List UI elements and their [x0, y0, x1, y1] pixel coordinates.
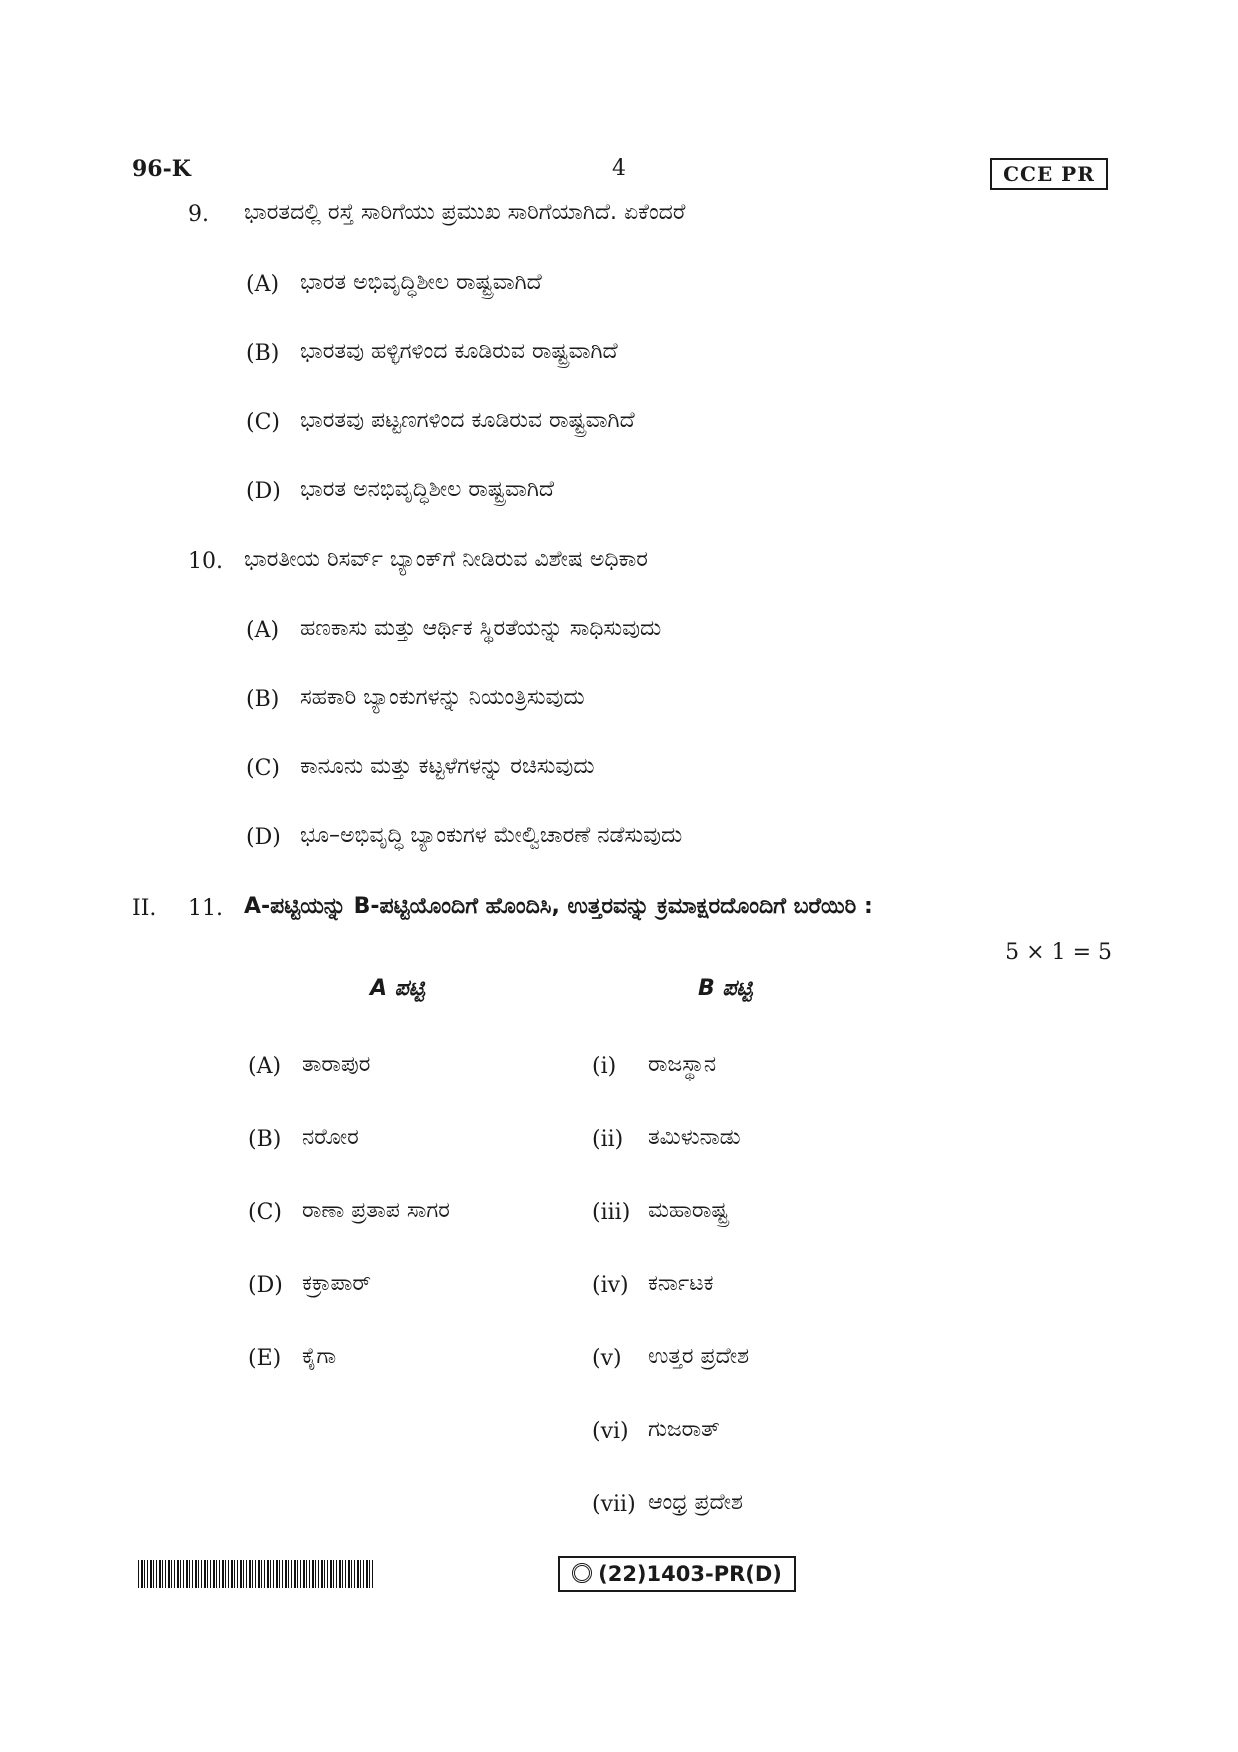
paper-code: 96-K: [132, 156, 191, 182]
col-b-item-label: (iii): [592, 1200, 631, 1225]
section-roman-numeral: II.: [132, 896, 157, 921]
col-a-item-text: ಕೈಗಾ: [302, 1344, 337, 1369]
cce-pr-badge: CCE PR: [990, 158, 1108, 190]
col-b-item-label: (v): [592, 1346, 622, 1371]
q9-option-d-text: ಭಾರತ ಅನಭಿವೃದ್ಧಿಶೀಲ ರಾಷ್ಟ್ರವಾಗಿದೆ: [300, 477, 554, 502]
col-a-item-text: ನರೋರ: [302, 1125, 359, 1150]
q9-option-a-text: ಭಾರತ ಅಭಿವೃದ್ಧಿಶೀಲ ರಾಷ್ಟ್ರವಾಗಿದೆ: [300, 270, 542, 295]
column-a-heading: A ಪಟ್ಟಿ: [370, 976, 425, 1001]
q10-option-c-label: (C): [246, 756, 280, 781]
q11-marks: 5 × 1 = 5: [1005, 940, 1112, 965]
q9-number: 9.: [188, 202, 209, 227]
col-b-item-label: (i): [592, 1054, 617, 1079]
q10-option-a-text: ಹಣಕಾಸು ಮತ್ತು ಆರ್ಥಿಕ ಸ್ಥಿರತೆಯನ್ನು ಸಾಧಿಸುವುದು: [300, 616, 662, 641]
col-b-item-text: ರಾಜಸ್ಥಾನ: [648, 1052, 717, 1077]
col-a-item-label: (C): [248, 1200, 282, 1225]
col-b-item-label: (vi): [592, 1419, 629, 1444]
col-a-item-label: (E): [248, 1346, 282, 1371]
q9-text: ಭಾರತದಲ್ಲಿ ರಸ್ತೆ ಸಾರಿಗೆಯು ಪ್ರಮುಖ ಸಾರಿಗೆಯಾಗಿದೆ. ಏಕೆಂದರೆ: [244, 200, 686, 225]
q9-option-c-label: (C): [246, 410, 280, 435]
q9-option-b-label: (B): [246, 341, 280, 366]
col-b-item-text: ತಮಿಳುನಾಡು: [648, 1125, 741, 1150]
page-number: 4: [612, 156, 626, 181]
col-b-item-label: (ii): [592, 1127, 624, 1152]
footer-code-text: (22)1403-PR(D): [598, 1562, 782, 1586]
col-b-item-text: ಕರ್ನಾಟಕ: [648, 1271, 714, 1296]
q11-number: 11.: [188, 896, 223, 921]
col-a-item-label: (D): [248, 1273, 283, 1298]
q9-option-a-label: (A): [246, 272, 280, 297]
barcode-image: [138, 1560, 374, 1588]
column-b-heading: B ಪಟ್ಟಿ: [698, 976, 753, 1001]
q9-option-b-text: ಭಾರತವು ಹಳ್ಳಿಗಳಿಂದ ಕೂಡಿರುವ ರಾಷ್ಟ್ರವಾಗಿದೆ: [300, 339, 618, 364]
q10-option-a-label: (A): [246, 618, 280, 643]
q10-text: ಭಾರತೀಯ ರಿಸರ್ವ್ ಬ್ಯಾಂಕ್‌ಗೆ ನೀಡಿರುವ ವಿಶೇಷ ಅಧಿಕಾರ: [244, 547, 648, 572]
q10-option-d-label: (D): [246, 825, 281, 850]
q10-option-d-text: ಭೂ–ಅಭಿವೃದ್ಧಿ ಬ್ಯಾಂಕುಗಳ ಮೇಲ್ವಿಚಾರಣೆ ನಡೆಸುವುದು: [300, 823, 683, 848]
col-b-item-text: ಉತ್ತರ ಪ್ರದೇಶ: [648, 1344, 750, 1369]
col-a-item-text: ರಾಣಾ ಪ್ರತಾಪ ಸಾಗರ: [302, 1198, 450, 1223]
q9-option-c-text: ಭಾರತವು ಪಟ್ಟಣಗಳಿಂದ ಕೂಡಿರುವ ರಾಷ್ಟ್ರವಾಗಿದೆ: [300, 408, 635, 433]
q10-option-b-label: (B): [246, 687, 280, 712]
q10-number: 10.: [188, 549, 223, 574]
seal-icon: [572, 1563, 592, 1583]
q10-option-c-text: ಕಾನೂನು ಮತ್ತು ಕಟ್ಟಳೆಗಳನ್ನು ರಚಿಸುವುದು: [300, 754, 595, 779]
q10-option-b-text: ಸಹಕಾರಿ ಬ್ಯಾಂಕುಗಳನ್ನು ನಿಯಂತ್ರಿಸುವುದು: [300, 685, 585, 710]
col-b-item-label: (iv): [592, 1273, 629, 1298]
col-a-item-label: (A): [248, 1054, 282, 1079]
q11-instruction: A-ಪಟ್ಟಿಯನ್ನು B-ಪಟ್ಟಿಯೊಂದಿಗೆ ಹೊಂದಿಸಿ, ಉತ್ತರವನ್ನು ಕ್ರಮಾಕ್ಷರದೊಂದಿಗೆ ಬರೆಯಿರಿ :: [244, 894, 873, 919]
col-a-item-text: ಕಕ್ರಾಪಾರ್: [302, 1271, 372, 1296]
col-a-item-label: (B): [248, 1127, 282, 1152]
col-a-item-text: ತಾರಾಪುರ: [302, 1052, 371, 1077]
col-b-item-text: ಮಹಾರಾಷ್ಟ್ರ: [648, 1198, 729, 1223]
footer-paper-code: [558, 1556, 796, 1592]
col-b-item-label: (vii): [592, 1492, 636, 1517]
col-b-item-text: ಆಂಧ್ರ ಪ್ರದೇಶ: [648, 1490, 743, 1515]
q9-option-d-label: (D): [246, 479, 281, 504]
col-b-item-text: ಗುಜರಾತ್: [648, 1417, 720, 1442]
